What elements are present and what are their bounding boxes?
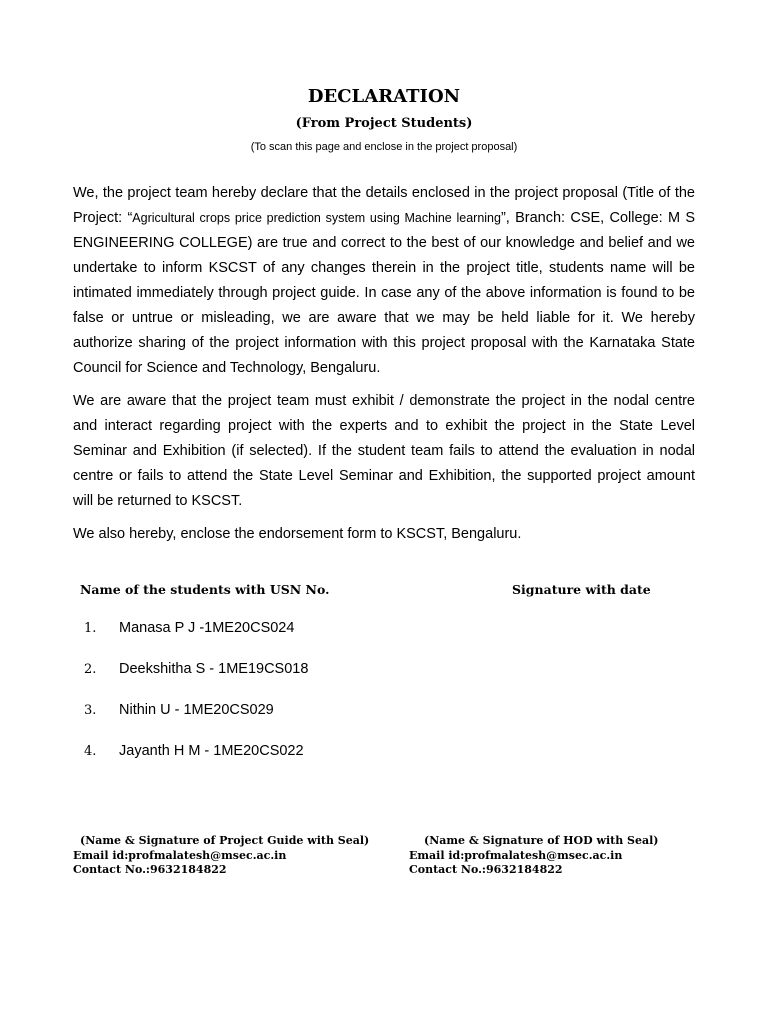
guide-email: Email id:profmalatesh@msec.ac.in	[73, 848, 287, 862]
student-name: Jayanth H M - 1ME20CS022	[119, 743, 304, 759]
student-name: Manasa P J -1ME20CS024	[119, 620, 295, 636]
student-row	[84, 702, 274, 718]
student-number: 2.	[84, 662, 97, 677]
student-name: Nithin U - 1ME20CS029	[119, 702, 274, 718]
student-number: 1.	[84, 621, 97, 636]
hod-email: Email id:profmalatesh@msec.ac.in	[409, 848, 623, 862]
student-number: 4.	[84, 744, 97, 759]
signature-column-header: Signature with date	[512, 582, 651, 597]
student-row	[84, 743, 304, 759]
student-row	[84, 661, 308, 677]
guide-caption: (Name & Signature of Project Guide with Seal)	[80, 834, 370, 847]
student-number: 3.	[84, 703, 97, 718]
students-column-header: Name of the students with USN No.	[80, 582, 330, 597]
guide-signature-block	[73, 834, 408, 878]
guide-contact: Contact No.:9632184822	[73, 863, 227, 876]
hod-signature-block	[409, 834, 729, 878]
endorsement-paragraph: We also hereby, enclose the endorsement form to KSCST, Bengaluru.	[73, 526, 522, 542]
page-title: DECLARATION	[307, 86, 461, 107]
hod-caption: (Name & Signature of HOD with Seal)	[424, 834, 659, 847]
declaration-paragraph	[73, 181, 695, 381]
page-subtitle: (From Project Students)	[295, 116, 473, 131]
project-title-text: Agricultural crops price prediction system using Machine learning	[132, 211, 501, 225]
exhibition-paragraph: We are aware that the project team must exhibit / demonstrate the project in the nodal centre and interact regarding project with the experts and to exhibit the project in the State Level Seminar and Exhibition (if selected). If the student team fails to attend the evaluation in nodal centre or fails to attend the State Level Seminar and Exhibition, the supported project amount will be returned to KSCST.	[73, 393, 695, 509]
student-name: Deekshitha S - 1ME19CS018	[119, 661, 309, 677]
hod-contact: Contact No.:9632184822	[409, 863, 563, 876]
student-row	[84, 620, 294, 636]
paragraph-text-end: ”, Branch: CSE, College: M S ENGINEERING COLLEGE) are true and correct to the best of our knowledge and belief and we undertake to inform KSCST of any changes therein in the project title, students name will be intimated immediately through project guide. In case any of the above information is found to be false or untrue or misleading, we are aware that we may be held liable for it. We hereby authorize sharing of the project information with this project proposal with the Karnataka State Council for Science and Technology, Bengaluru.	[73, 210, 696, 376]
paragraph-text-start: We, the project team hereby declare that the details enclosed in the project proposal (Title of the Project: “	[73, 185, 695, 226]
scan-instruction: (To scan this page and enclose in the project proposal)	[250, 141, 518, 153]
